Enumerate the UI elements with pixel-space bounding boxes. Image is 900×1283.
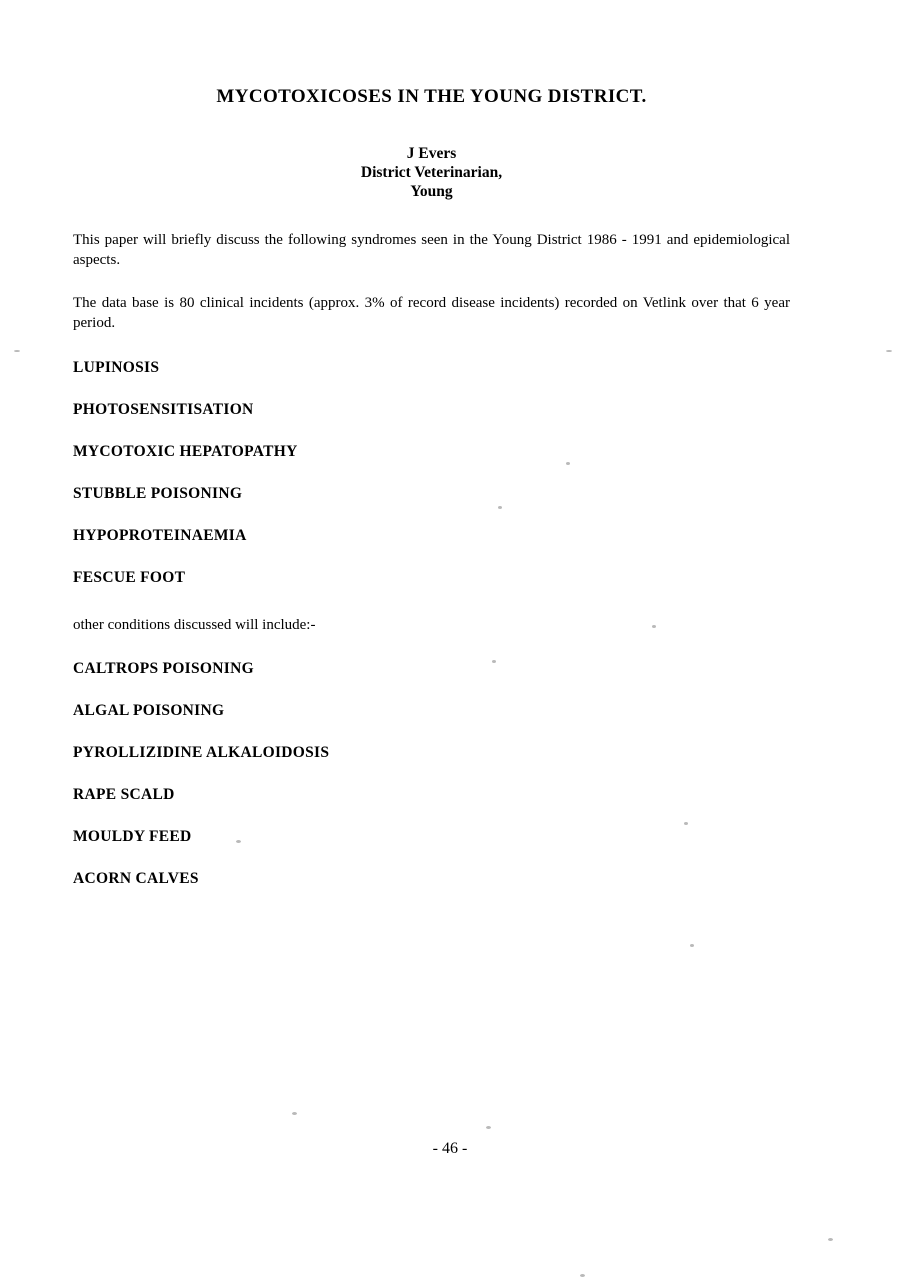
byline xyxy=(73,144,790,201)
scan-speck xyxy=(486,1126,491,1129)
list-item: HYPOPROTEINAEMIA xyxy=(73,527,247,544)
scan-speck xyxy=(580,1274,585,1277)
author-location: Young xyxy=(410,183,453,200)
list-item: LUPINOSIS xyxy=(73,359,160,376)
scan-speck xyxy=(292,1112,297,1115)
author-name: J Evers xyxy=(406,145,457,162)
page-number: - 46 - xyxy=(432,1140,468,1157)
scan-speck xyxy=(886,350,892,352)
scan-speck xyxy=(690,944,694,947)
list-item: ALGAL POISONING xyxy=(73,702,225,719)
page-title: MYCOTOXICOSES IN THE YOUNG DISTRICT. xyxy=(216,86,647,107)
list-item: STUBBLE POISONING xyxy=(73,485,243,502)
other-conditions-note: other conditions discussed will include:- xyxy=(73,617,316,633)
document-body xyxy=(73,80,790,912)
database-paragraph: The data base is 80 clinical incidents (approx. 3% of record disease incidents) recorded on Vetlink over that 6 year period. xyxy=(73,295,790,331)
list-item: PYROLLIZIDINE ALKALOIDOSIS xyxy=(73,744,330,761)
list-item: PHOTOSENSITISATION xyxy=(73,401,254,418)
list-item: ACORN CALVES xyxy=(73,870,199,887)
list-item: MYCOTOXIC HEPATOPATHY xyxy=(73,443,298,460)
other-conditions-list xyxy=(73,660,790,888)
list-item: FESCUE FOOT xyxy=(73,569,186,586)
list-item: CALTROPS POISONING xyxy=(73,660,254,677)
scan-speck xyxy=(14,350,20,352)
intro-paragraph: This paper will briefly discuss the following syndromes seen in the Young District 1986 - 1991 and epidemiological aspects. xyxy=(73,232,790,268)
list-item: MOULDY FEED xyxy=(73,828,192,845)
scan-speck xyxy=(828,1238,833,1241)
author-role: District Veterinarian, xyxy=(360,164,503,181)
list-item: RAPE SCALD xyxy=(73,786,175,803)
syndrome-list xyxy=(73,359,790,587)
